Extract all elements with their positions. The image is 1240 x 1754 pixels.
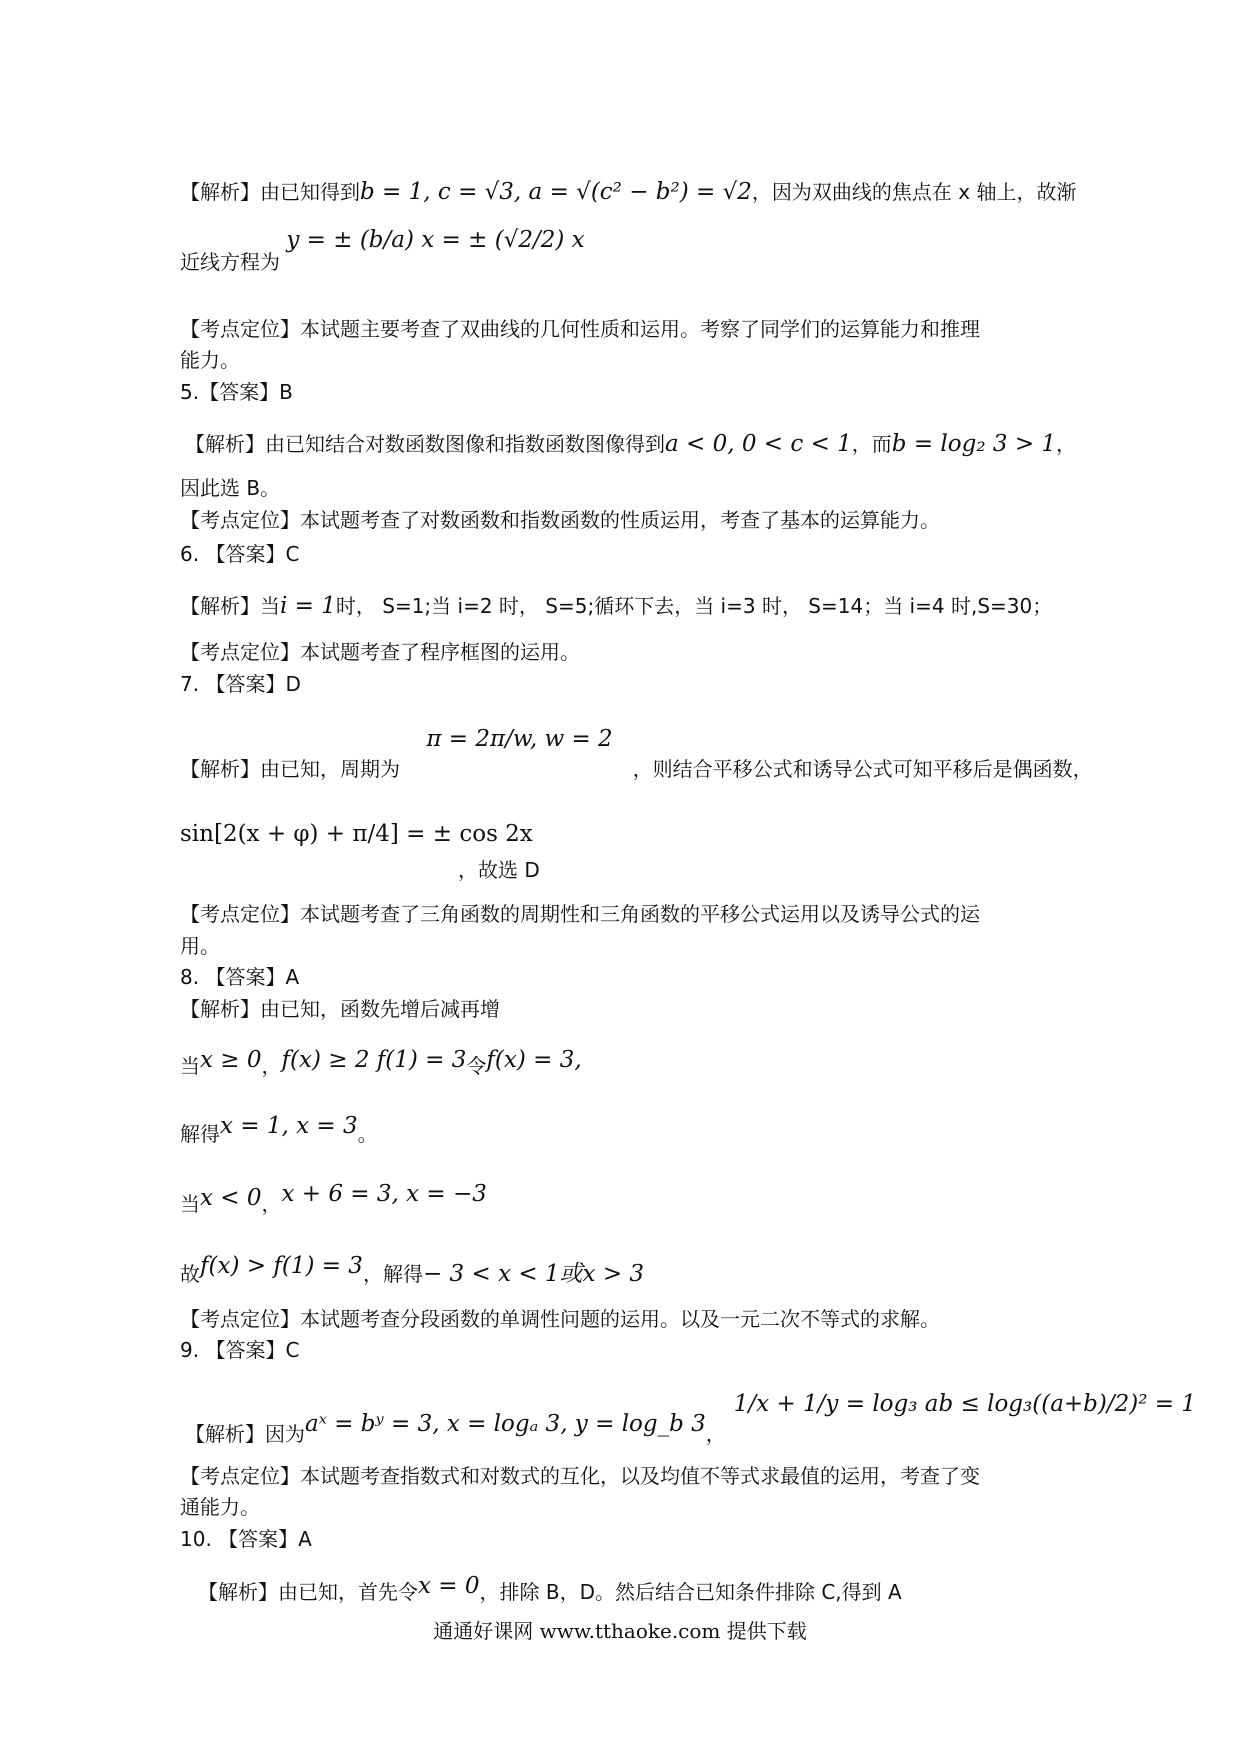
jiexi-text: ，而 — [851, 432, 892, 456]
item7-jiexi-line3 — [458, 856, 540, 884]
item8-line4 — [180, 1253, 645, 1288]
answer-text: 10. 【答案】A — [180, 1527, 312, 1551]
formula: x = 1, x = 3 — [220, 1113, 358, 1139]
jiexi-label: 【解析】 — [185, 1422, 265, 1446]
text: ， — [261, 1192, 282, 1216]
answer-text: 7. 【答案】D — [180, 672, 301, 696]
formula: f(x) = 3, — [486, 1047, 582, 1073]
formula-period: π = 2π/w, w = 2 — [426, 726, 613, 752]
item4-jiexi-line1 — [180, 178, 1076, 206]
item5-jiexi-line2 — [180, 474, 280, 502]
formula: x + 6 = 3, x = −3 — [281, 1181, 487, 1207]
kaodian-label: 【考点定位】 — [180, 1464, 300, 1488]
jiexi-text: 由已知得到 — [260, 180, 360, 204]
item8-answer — [180, 963, 299, 991]
formula-sin: sin[2(x + φ) + π/4] = ± cos 2x — [180, 821, 533, 847]
jiexi-label: 【解析】 — [185, 432, 265, 456]
jiexi-text: 近线方程为 — [180, 250, 280, 274]
kaodian-text: 通能力。 — [180, 1495, 260, 1519]
item8-kaodian — [180, 1305, 940, 1333]
item9-kaodian-line1 — [180, 1462, 980, 1490]
item5-kaodian — [180, 506, 940, 534]
jiexi-text: ，故选 D — [458, 858, 540, 882]
answer-text: 6. 【答案】C — [180, 542, 300, 566]
jiexi-text: 时， S=1;当 i=2 时， S=5;循环下去，当 i=3 时， S=14；当 i=4 时,S=30； — [335, 594, 1053, 618]
formula-ac: a < 0, 0 < c < 1 — [665, 431, 852, 457]
item7-jiexi-line1 — [180, 726, 1093, 783]
kaodian-text: 本试题考查了程序框图的运用。 — [300, 640, 580, 664]
jiexi-label: 【解析】 — [180, 757, 260, 781]
item10-answer — [180, 1525, 312, 1553]
answer-text: 8. 【答案】A — [180, 965, 300, 989]
item8-jiexi — [180, 995, 500, 1023]
item8-line3 — [180, 1181, 487, 1218]
jiexi-text: ，则结合平移公式和诱导公式可知平移后是偶函数， — [632, 757, 1093, 781]
item8-line1 — [180, 1047, 582, 1080]
item7-kaodian-line2 — [180, 932, 220, 960]
text: ， — [261, 1054, 282, 1078]
jiexi-text: 由已知，周期为 — [260, 757, 400, 781]
kaodian-text: 本试题主要考查了双曲线的几何性质和运用。考察了同学们的运算能力和推理 — [300, 317, 980, 341]
jiexi-text: ，排除 B，D。然后结合已知条件排除 C,得到 A — [479, 1580, 902, 1604]
item8-line2 — [180, 1113, 378, 1148]
kaodian-text: 本试题考查分段函数的单调性问题的运用。以及一元二次不等式的求解。 — [300, 1307, 940, 1331]
jiexi-text: 因此选 B。 — [180, 476, 281, 500]
kaodian-text: 本试题考查了对数函数和指数函数的性质运用，考查了基本的运算能力。 — [300, 508, 940, 532]
text: 。 — [357, 1122, 378, 1146]
jiexi-label: 【解析】 — [180, 180, 260, 204]
item6-kaodian — [180, 638, 580, 666]
item7-jiexi-line2 — [180, 820, 533, 848]
item6-answer — [180, 540, 299, 568]
text: 令 — [466, 1054, 487, 1078]
kaodian-label: 【考点定位】 — [180, 508, 300, 532]
kaodian-text: 本试题考查了三角函数的周期性和三角函数的平移公式运用以及诱导公式的运 — [300, 902, 980, 926]
text: 解得 — [180, 1122, 220, 1146]
formula: x ≥ 0 — [200, 1047, 262, 1073]
answer-text: 9. 【答案】C — [180, 1338, 300, 1362]
kaodian-text: 本试题考查指数式和对数式的互化，以及均值不等式求最值的运用，考查了变 — [300, 1464, 980, 1488]
formula: f(x) ≥ 2 f(1) = 3 — [281, 1047, 467, 1073]
jiexi-text: 由已知结合对数函数图像和指数函数图像得到 — [265, 432, 665, 456]
item7-kaodian-line1 — [180, 900, 980, 928]
formula-asymptote: y = ± (b/a) x = ± (√2/2) x — [286, 227, 585, 253]
jiexi-label: 【解析】 — [180, 997, 260, 1021]
item9-kaodian-line2 — [180, 1493, 260, 1521]
page-footer: 通通好课网 www.tthaoke.com 提供下载 — [433, 1619, 807, 1643]
kaodian-text: 用。 — [180, 934, 220, 958]
text: 当 — [180, 1054, 200, 1078]
jiexi-text: 当 — [260, 594, 280, 618]
text: 当 — [180, 1192, 200, 1216]
formula-i1: i = 1 — [280, 593, 336, 619]
jiexi-text: ， — [705, 1422, 726, 1446]
kaodian-label: 【考点定位】 — [180, 1307, 300, 1331]
item9-jiexi — [185, 1391, 1196, 1448]
item4-jiexi-line2 — [180, 227, 585, 276]
formula-exp-log: aˣ = bʸ = 3, x = logₐ 3, y = log_b 3 — [305, 1411, 706, 1437]
jiexi-label: 【解析】 — [180, 594, 260, 618]
jiexi-text: 由已知，首先令 — [278, 1580, 418, 1604]
formula: − 3 < x < 1或x > 3 — [422, 1261, 645, 1287]
jiexi-text: ，因为双曲线的焦点在 x 轴上，故渐 — [751, 180, 1077, 204]
text: 故 — [180, 1262, 200, 1286]
item4-kaodian-line2 — [180, 346, 240, 374]
kaodian-text: 能力。 — [180, 348, 240, 372]
formula-x0: x = 0 — [418, 1573, 480, 1599]
item9-answer — [180, 1336, 299, 1364]
jiexi-label: 【解析】 — [198, 1580, 278, 1604]
kaodian-label: 【考点定位】 — [180, 317, 300, 341]
answer-text: 5.【答案】B — [180, 380, 293, 404]
text: ，解得 — [362, 1262, 423, 1286]
item10-jiexi — [198, 1573, 902, 1606]
kaodian-label: 【考点定位】 — [180, 902, 300, 926]
item4-kaodian-line1 — [180, 315, 980, 343]
jiexi-text: ， — [1056, 432, 1077, 456]
jiexi-text: 因为 — [265, 1422, 305, 1446]
jiexi-text: 由已知，函数先增后减再增 — [260, 997, 500, 1021]
formula: x < 0 — [200, 1185, 262, 1211]
item5-answer — [180, 378, 293, 406]
item6-jiexi — [180, 592, 1052, 620]
formula-bca: b = 1, c = √3, a = √(c² − b²) = √2 — [360, 179, 752, 205]
item7-answer — [180, 670, 301, 698]
formula: f(x) > f(1) = 3 — [200, 1253, 363, 1279]
formula-b-log: b = log₂ 3 > 1 — [891, 431, 1057, 457]
item5-jiexi-line1 — [185, 430, 1076, 458]
kaodian-label: 【考点定位】 — [180, 640, 300, 664]
formula-mean-ineq: 1/x + 1/y = log₃ ab ≤ log₃((a+b)/2)² = 1 — [733, 1391, 1196, 1417]
